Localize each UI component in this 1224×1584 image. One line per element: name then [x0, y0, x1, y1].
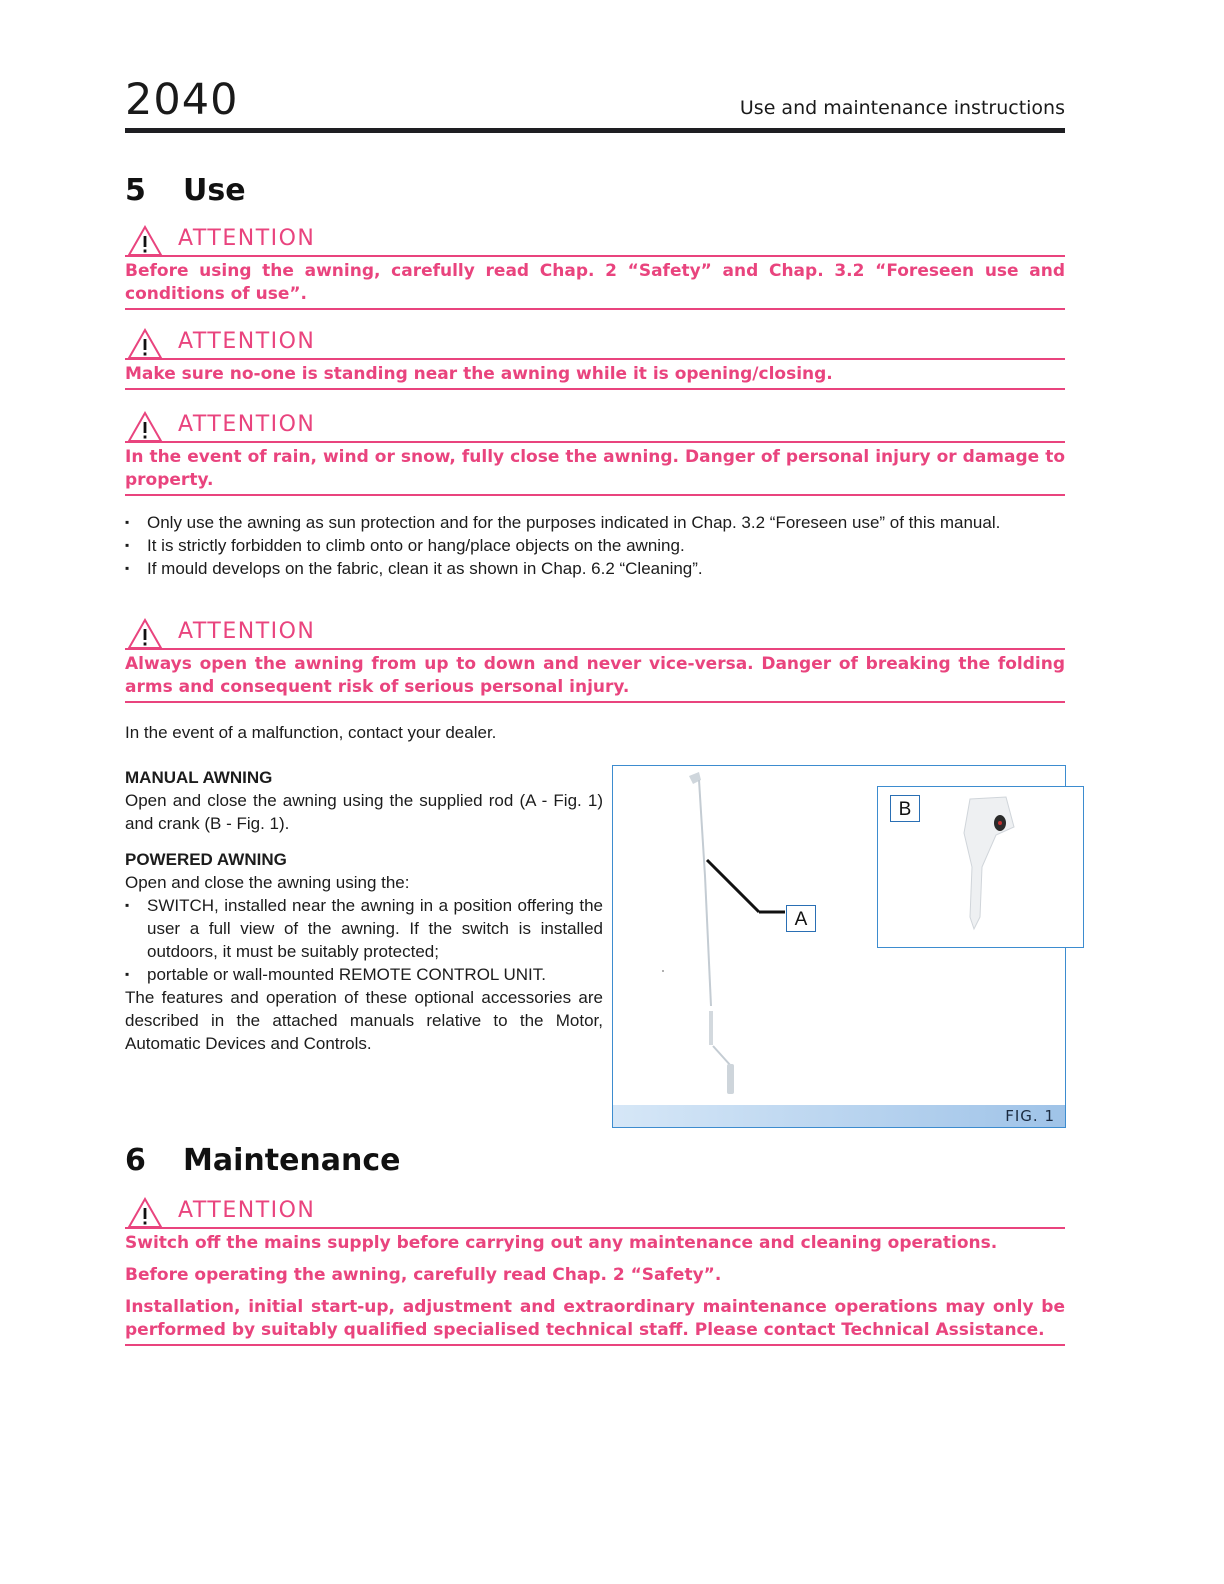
attention-box-3 — [125, 411, 1065, 496]
attention-text: Before using the awning, carefully read Chap. 2 “Safety” and Chap. 3.2 “Foreseen use and conditions of use”. — [125, 261, 1065, 304]
section-number: 6 — [125, 1143, 146, 1178]
attention-box-maintenance — [125, 1197, 1065, 1346]
usage-bullet-list — [125, 511, 1065, 580]
attention-box-1 — [125, 225, 1065, 310]
list-item: ▪ Only use the awning as sun protection and for the purposes indicated in Chap. 3.2 “Foreseen use” of this manual. — [125, 511, 1065, 534]
crank-inset — [877, 786, 1084, 948]
attention-label: ATTENTION — [178, 1198, 316, 1223]
attention-rule — [125, 648, 1065, 650]
attention-bottom-rule — [125, 388, 1065, 390]
attention-rule — [125, 358, 1065, 360]
powered-awning-heading: POWERED AWNING — [125, 850, 287, 869]
manual-awning-heading: MANUAL AWNING — [125, 768, 273, 787]
attention-label: ATTENTION — [178, 226, 316, 251]
figure-caption-band — [613, 1105, 1065, 1127]
header-rule — [125, 128, 1065, 133]
section-title-text: Use — [183, 173, 246, 208]
warning-triangle-icon — [127, 411, 163, 443]
awning-operation-text — [125, 766, 603, 1055]
callout-b: B — [890, 795, 920, 822]
section-5-title — [125, 172, 246, 210]
attention-box-4 — [125, 618, 1065, 703]
attention-rule — [125, 255, 1065, 257]
powered-awning-list — [125, 894, 603, 986]
attention-bottom-rule — [125, 701, 1065, 703]
list-item: ▪ If mould develops on the fabric, clean it as shown in Chap. 6.2 “Cleaning”. — [125, 557, 1065, 580]
warning-triangle-icon — [127, 328, 163, 360]
attention-rule — [125, 1227, 1065, 1229]
figure-label: FIG. 1 — [1005, 1107, 1055, 1125]
warning-triangle-icon — [127, 618, 163, 650]
attention-text: Make sure no-one is standing near the awning while it is opening/closing. — [125, 364, 833, 384]
powered-awning-outro: The features and operation of these optional accessories are described in the attached manuals relative to the Motor, Automatic Devices and Controls. — [125, 988, 603, 1053]
list-item: ▪ portable or wall-mounted REMOTE CONTROL UNIT. — [125, 963, 603, 986]
section-title-text: Maintenance — [183, 1143, 401, 1178]
attention-bottom-rule — [125, 1344, 1065, 1346]
attention-rule — [125, 441, 1065, 443]
manual-awning-text: Open and close the awning using the supplied rod (A - Fig. 1) and crank (B - Fig. 1). — [125, 791, 603, 833]
attention-text: Switch off the mains supply before carrying out any maintenance and cleaning operations. — [125, 1233, 998, 1253]
malfunction-note: In the event of a malfunction, contact your dealer. — [125, 723, 497, 742]
powered-awning-intro: Open and close the awning using the: — [125, 873, 410, 892]
page-header — [125, 74, 1065, 136]
document-number: 2040 — [125, 75, 239, 125]
attention-label: ATTENTION — [178, 329, 316, 354]
document-subtitle: Use and maintenance instructions — [739, 97, 1065, 119]
section-6-title — [125, 1142, 401, 1180]
figure-1 — [612, 765, 1066, 1128]
list-item: ▪ It is strictly forbidden to climb onto or hang/place objects on the awning. — [125, 534, 1065, 557]
attention-text: Installation, initial start-up, adjustment and extraordinary maintenance operations may only be performed by suitably qualified specialised technical staff. Please contact Technical Assistance. — [125, 1297, 1065, 1340]
attention-bottom-rule — [125, 494, 1065, 496]
attention-label: ATTENTION — [178, 412, 316, 437]
attention-bottom-rule — [125, 308, 1065, 310]
list-item: ▪ SWITCH, installed near the awning in a position offering the user a full view of the awning. If the switch is installed outdoors, it must be suitably protected; — [125, 894, 603, 963]
callout-a: A — [786, 905, 816, 932]
section-number: 5 — [125, 173, 146, 208]
warning-triangle-icon — [127, 1197, 163, 1229]
attention-text: Before operating the awning, carefully read Chap. 2 “Safety”. — [125, 1265, 722, 1285]
crank-illustration — [878, 787, 1083, 947]
warning-triangle-icon — [127, 225, 163, 257]
attention-text: Always open the awning from up to down and never vice-versa. Danger of breaking the folding arms and consequent risk of serious personal injury. — [125, 654, 1065, 697]
attention-box-2 — [125, 328, 1065, 390]
attention-label: ATTENTION — [178, 619, 316, 644]
attention-text: In the event of rain, wind or snow, fully close the awning. Danger of personal injury or damage to property. — [125, 447, 1065, 490]
